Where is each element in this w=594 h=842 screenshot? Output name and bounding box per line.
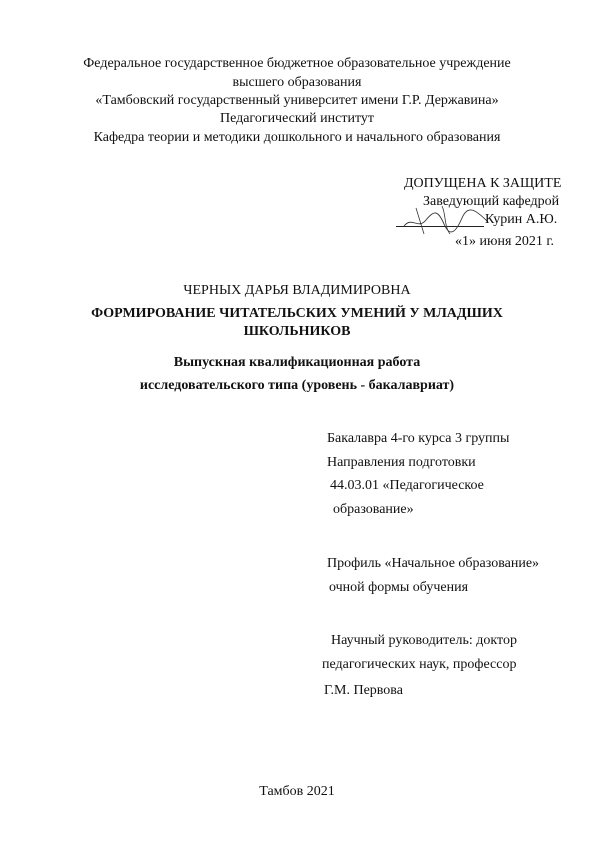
approval-role: Заведующий кафедрой [423,194,560,209]
approval-date: «1» июня 2021 г. [455,234,555,249]
work-type-line-1: Выпускная квалификационная работа [173,355,421,370]
approval-title: ДОПУЩЕНА К ЗАЩИТЕ [404,176,562,191]
header-line-institution-type: Федеральное государственное бюджетное образовательное учреждение [83,56,511,71]
city-year: Тамбов 2021 [259,784,335,799]
header-line-institute: Педагогический институт [219,111,375,126]
student-direction-label: Направления подготовки [327,455,476,470]
header-line-education-level: высшего образования [232,75,362,90]
student-direction-code: 44.03.01 «Педагогическое [330,478,484,493]
header-line-department: Кафедра теории и методики дошкольного и начального образования [93,130,501,145]
student-direction-name: образование» [333,502,414,517]
author-name: ЧЕРНЫХ ДАРЬЯ ВЛАДИМИРОВНА [183,283,411,298]
work-type-line-2: исследовательского типа (уровень - бакалавриат) [139,378,455,393]
thesis-title-line-2: ШКОЛЬНИКОВ [243,324,351,339]
supervisor-title: Научный руководитель: доктор [331,633,517,648]
student-course: Бакалавра 4-го курса 3 группы [327,431,510,446]
header-line-university-name: «Тамбовский государственный университет имени Г.Р. Державина» [95,93,499,108]
student-study-form: очной формы обучения [329,580,469,595]
supervisor-degree: педагогических наук, профессор [322,657,517,672]
thesis-title-line-1: ФОРМИРОВАНИЕ ЧИТАТЕЛЬСКИХ УМЕНИЙ У МЛАДШИХ [91,306,503,321]
student-profile: Профиль «Начальное образование» [327,556,540,571]
supervisor-name: Г.М. Первова [324,683,403,698]
approval-name: Курин А.Ю. [485,212,558,227]
